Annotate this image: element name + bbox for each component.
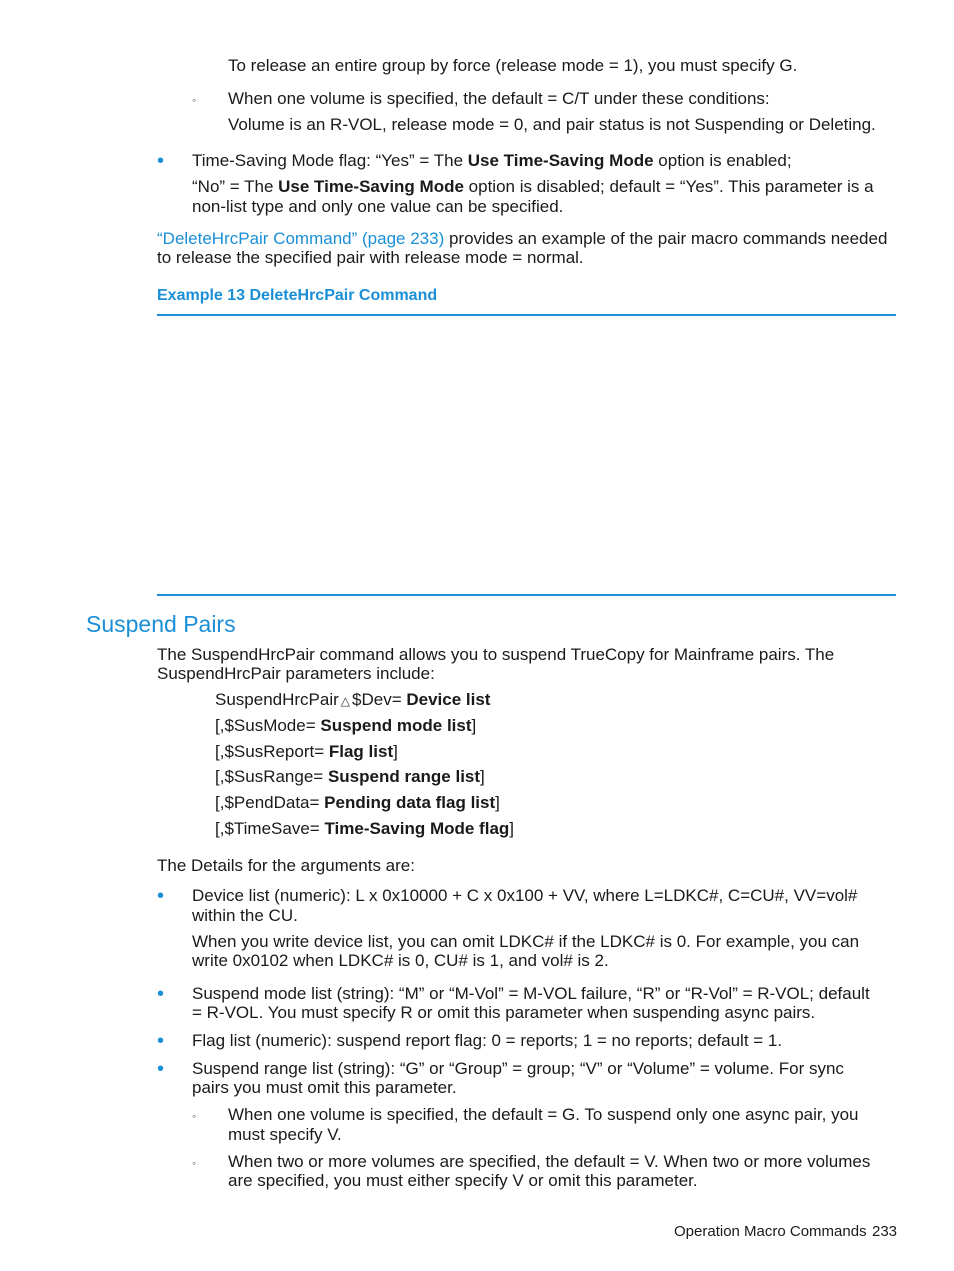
example-bottom-rule — [157, 594, 896, 596]
bold-term: Time-Saving Mode flag — [324, 819, 510, 838]
bullet-icon: • — [157, 150, 165, 172]
text: $Dev= — [352, 690, 407, 709]
bold-term: Flag list — [328, 742, 394, 761]
syntax-line — [215, 690, 490, 711]
syntax-line — [215, 742, 398, 762]
text: option is enabled; — [653, 151, 792, 170]
example-caption: Example 13 DeleteHrcPair Command — [157, 287, 438, 304]
section-heading: Suspend Pairs — [86, 611, 236, 637]
bullet-icon: • — [157, 983, 165, 1005]
text: SuspendHrcPair — [215, 690, 339, 709]
time-saving-flag-line3: non-list type and only one value can be specified. — [192, 197, 564, 216]
range-sub2-line1: When two or more volumes are specified, the default = V. When two or more volumes — [228, 1152, 871, 1171]
text: “No” = The — [192, 177, 279, 196]
example-ref-line1 — [157, 229, 887, 249]
text: [,$PendData= — [215, 793, 325, 812]
text: [,$SusRange= — [215, 767, 328, 786]
footer-section-title: Operation Macro Commands — [674, 1223, 867, 1240]
sub-bullet-icon: ◦ — [192, 93, 197, 107]
details-intro: The Details for the arguments are: — [157, 856, 415, 875]
release-group-text: To release an entire group by force (release mode = 1), you must specify G. — [228, 56, 798, 75]
intro-line2: SuspendHrcPair parameters include: — [157, 664, 435, 683]
flag-list-line1: Flag list (numeric): suspend report flag: 0 = reports; 1 = no reports; default = 1. — [192, 1031, 783, 1050]
syntax-line — [215, 767, 485, 787]
example-ref-link[interactable]: “DeleteHrcPair Command” (page 233) — [157, 229, 445, 248]
bullet-icon: • — [157, 1030, 165, 1052]
bold-term: Suspend range list — [327, 767, 481, 786]
suspend-mode-line2: = R-VOL. You must specify R or omit this parameter when suspending async pairs. — [192, 1003, 816, 1022]
default-ct-text: When one volume is specified, the default = C/T under these conditions: — [228, 89, 770, 108]
text: ] — [393, 742, 398, 761]
time-saving-flag-line1 — [192, 151, 792, 171]
intro-line1: The SuspendHrcPair command allows you to suspend TrueCopy for Mainframe pairs. The — [157, 645, 835, 664]
text: ] — [509, 819, 515, 838]
example-ref-line2: to release the specified pair with release mode = normal. — [157, 248, 584, 267]
device-list-line4: write 0x0102 when LDKC# is 0, CU# is 1, and vol# is 2. — [192, 951, 609, 970]
page-number: 233 — [872, 1223, 898, 1240]
bullet-icon: • — [157, 1058, 165, 1080]
text: [,$TimeSave= — [215, 819, 325, 838]
text: [,$SusMode= — [215, 716, 321, 735]
bold-term: Suspend mode list — [320, 716, 472, 735]
bold-term: Pending data flag list — [324, 793, 496, 812]
device-list-line1: Device list (numeric): L x 0x10000 + C x 0x100 + VV, where L=LDKC#, C=CU#, VV=vol# — [192, 886, 858, 905]
bold-term: Device list — [406, 690, 491, 709]
device-list-line3: When you write device list, you can omit LDKC# if the LDKC# is 0. For example, you can — [192, 932, 860, 951]
time-saving-flag-line2 — [192, 177, 874, 197]
syntax-line — [215, 793, 500, 813]
range-sub2-line2: are specified, you must either specify V or omit this parameter. — [228, 1171, 698, 1190]
suspend-range-line2: pairs you must omit this parameter. — [192, 1078, 457, 1097]
text: [,$SusReport= — [215, 742, 329, 761]
bold-term: Use Time-Saving Mode — [278, 177, 464, 196]
bullet-icon: • — [157, 885, 165, 907]
syntax-line — [215, 819, 514, 839]
sub-bullet-icon: ◦ — [192, 1156, 197, 1170]
text: option is disabled; default = “Yes”. This parameter is a — [463, 177, 874, 196]
range-sub1-line2: must specify V. — [228, 1125, 342, 1144]
rvol-conditions-text: Volume is an R-VOL, release mode = 0, and pair status is not Suspending or Deleting. — [228, 115, 876, 134]
text: ] — [471, 716, 477, 735]
suspend-mode-line1: Suspend mode list (string): “M” or “M-Vol” = M-VOL failure, “R” or “R-Vol” = R-VOL; default — [192, 984, 870, 1003]
example-top-rule — [157, 314, 896, 316]
text: ] — [480, 767, 485, 786]
range-sub1-line1: When one volume is specified, the default = G. To suspend only one async pair, you — [228, 1105, 859, 1124]
sub-bullet-icon: ◦ — [192, 1109, 197, 1123]
syntax-line — [215, 716, 476, 736]
triangle-icon: △ — [340, 694, 351, 708]
device-list-line2: within the CU. — [192, 906, 298, 925]
text: ] — [495, 793, 500, 812]
suspend-range-line1: Suspend range list (string): “G” or “Group” = group; “V” or “Volume” = volume. For sync — [192, 1059, 844, 1078]
text: provides an example of the pair macro commands needed — [444, 229, 888, 248]
text: Time-Saving Mode flag: “Yes” = The — [192, 151, 468, 170]
bold-term: Use Time-Saving Mode — [467, 151, 654, 170]
